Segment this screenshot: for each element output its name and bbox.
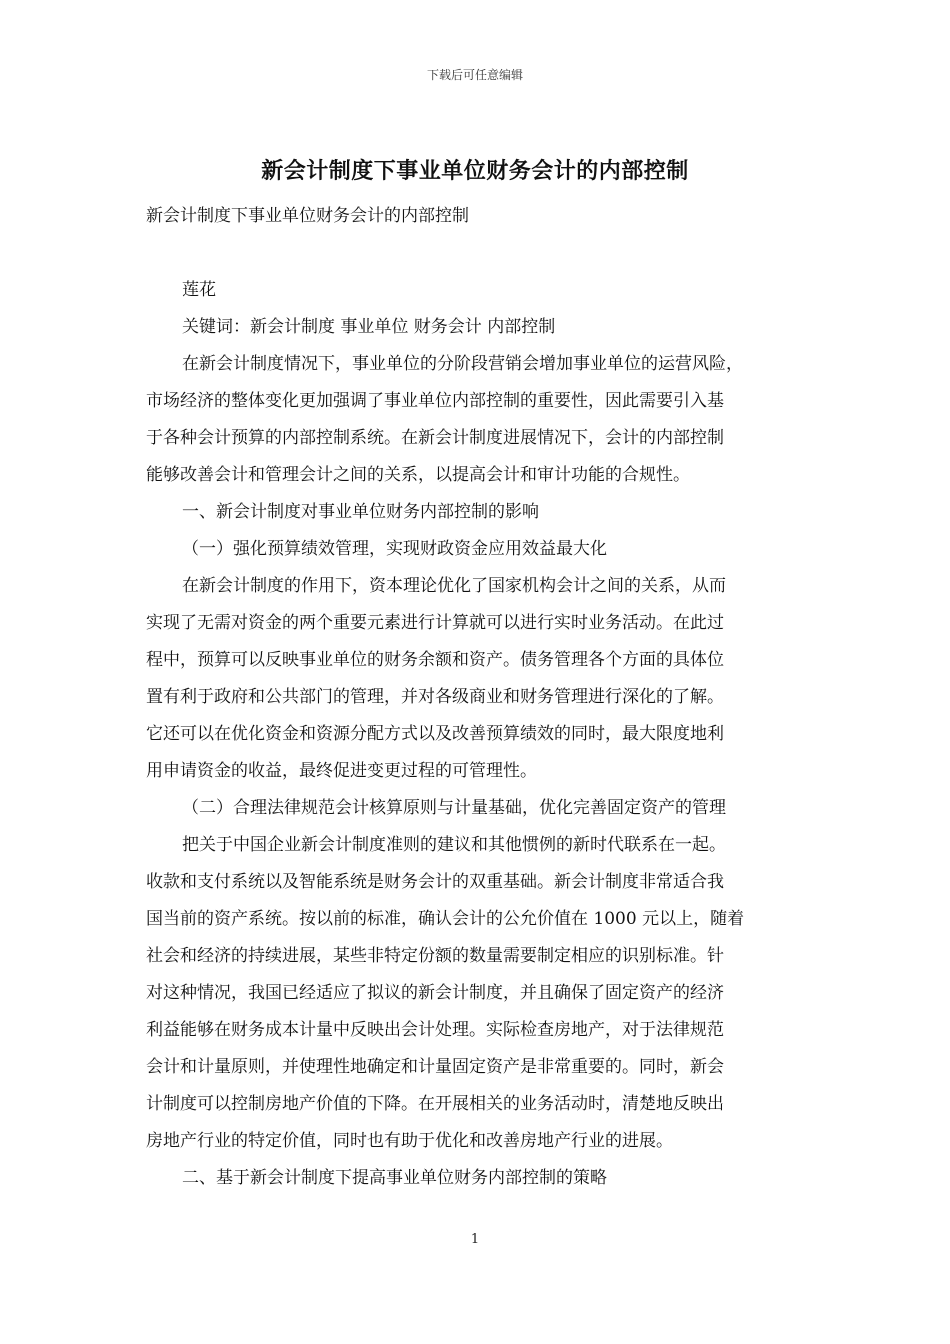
header-note: 下载后可任意编辑 xyxy=(426,68,523,82)
paragraph-line: 会计和计量原则，并使理性地确定和计量固定资产是非常重要的。同时，新会 xyxy=(146,1057,724,1077)
paragraph-line: 它还可以在优化资金和资源分配方式以及改善预算绩效的同时，最大限度地利 xyxy=(146,724,724,744)
keywords-line: 关键词：新会计制度 事业单位 财务会计 内部控制 xyxy=(182,317,556,337)
paragraph-line: 实现了无需对资金的两个重要元素进行计算就可以进行实时业务活动。在此过 xyxy=(146,613,724,633)
paragraph-line: 市场经济的整体变化更加强调了事业单位内部控制的重要性，因此需要引入基 xyxy=(146,391,724,411)
paragraph-line: 收款和支付系统以及智能系统是财务会计的双重基础。新会计制度非常适合我 xyxy=(146,872,724,892)
author-name: 莲花 xyxy=(182,280,216,300)
paragraph-line: 在新会计制度的作用下，资本理论优化了国家机构会计之间的关系，从而 xyxy=(182,576,726,596)
section-heading: 二、基于新会计制度下提高事业单位财务内部控制的策略 xyxy=(182,1168,607,1188)
paragraph-line: 房地产行业的特定价值，同时也有助于优化和改善房地产行业的进展。 xyxy=(146,1131,673,1151)
blank-line xyxy=(146,235,808,272)
paragraph-line: 用申请资金的收益，最终促进变更过程的可管理性。 xyxy=(146,761,537,781)
subsection-heading: （一）强化预算绩效管理，实现财政资金应用效益最大化 xyxy=(182,539,607,559)
page-number: 1 xyxy=(470,1232,480,1247)
subsection-heading: （二）合理法律规范会计核算原则与计量基础，优化完善固定资产的管理 xyxy=(182,798,726,818)
paragraph-line: 社会和经济的持续进展，某些非特定份额的数量需要制定相应的识别标准。针 xyxy=(146,946,724,966)
paragraph-line: 能够改善会计和管理会计之间的关系，以提高会计和审计功能的合规性。 xyxy=(146,465,690,485)
document-title: 新会计制度下事业单位财务会计的内部控制 xyxy=(261,159,689,184)
paragraph-line: 利益能够在财务成本计量中反映出会计处理。实际检查房地产，对于法律规范 xyxy=(146,1020,724,1040)
paragraph-line: 国当前的资产系统。按以前的标准，确认会计的公允价值在 1000 元以上，随着 xyxy=(146,909,745,929)
paragraph-line: 置有利于政府和公共部门的管理，并对各级商业和财务管理进行深化的了解。 xyxy=(146,687,724,707)
paragraph-line: 对这种情况，我国已经适应了拟议的新会计制度，并且确保了固定资产的经济 xyxy=(146,983,724,1003)
paragraph-line: 程中，预算可以反映事业单位的财务余额和资产。债务管理各个方面的具体位 xyxy=(146,650,724,670)
section-heading: 一、新会计制度对事业单位财务内部控制的影响 xyxy=(182,502,539,522)
document-body xyxy=(146,198,808,1197)
document-subtitle: 新会计制度下事业单位财务会计的内部控制 xyxy=(146,206,469,226)
paragraph-line: 计制度可以控制房地产价值的下降。在开展相关的业务活动时，清楚地反映出 xyxy=(146,1094,724,1114)
paragraph-line: 于各种会计预算的内部控制系统。在新会计制度进展情况下，会计的内部控制 xyxy=(146,428,724,448)
paragraph-line: 在新会计制度情况下，事业单位的分阶段营销会增加事业单位的运营风险， xyxy=(182,354,743,374)
paragraph-line: 把关于中国企业新会计制度准则的建议和其他惯例的新时代联系在一起。 xyxy=(182,835,726,855)
